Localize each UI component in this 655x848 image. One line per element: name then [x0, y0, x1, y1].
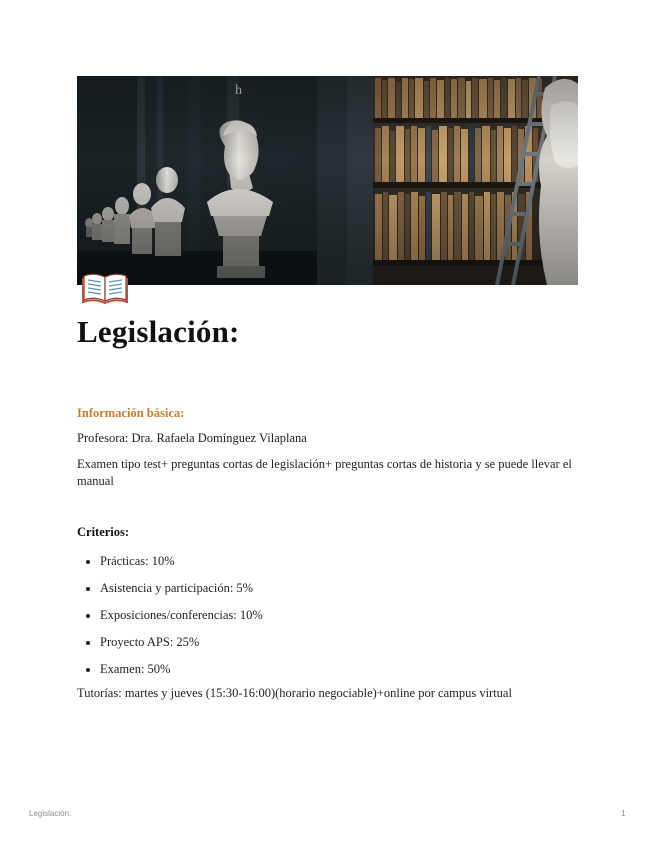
cover-image: [77, 76, 578, 285]
criterios-heading: Criterios:: [77, 525, 130, 539]
examen-text: Examen tipo test+ preguntas cortas de legislación+ preguntas cortas de historia y se puede llevar el manual: [77, 457, 572, 488]
list-item: • Proyecto APS: 25%: [100, 634, 582, 651]
list-item: • Prácticas: 10%: [100, 553, 582, 570]
criterios-list: [77, 553, 582, 678]
profesora-text: Profesora: Dra. Rafaela Domínguez Vilaplana: [77, 431, 307, 445]
list-item: • Exposiciones/conferencias: 10%: [100, 607, 582, 624]
tutorias-text: Tutorías: martes y jueves (15:30-16:00)(horario negociable)+online por campus virtual: [77, 686, 512, 700]
info-heading: Información básica:: [77, 406, 185, 420]
footer-doc-name: Legislación:: [29, 809, 72, 818]
open-book-icon: [82, 270, 128, 304]
page-title: Legislación:: [77, 314, 240, 349]
list-item: • Examen: 50%: [100, 661, 582, 678]
page-content: [77, 405, 582, 711]
list-item: • Asistencia y participación: 5%: [100, 580, 582, 597]
footer-page-number: 1: [621, 809, 626, 818]
